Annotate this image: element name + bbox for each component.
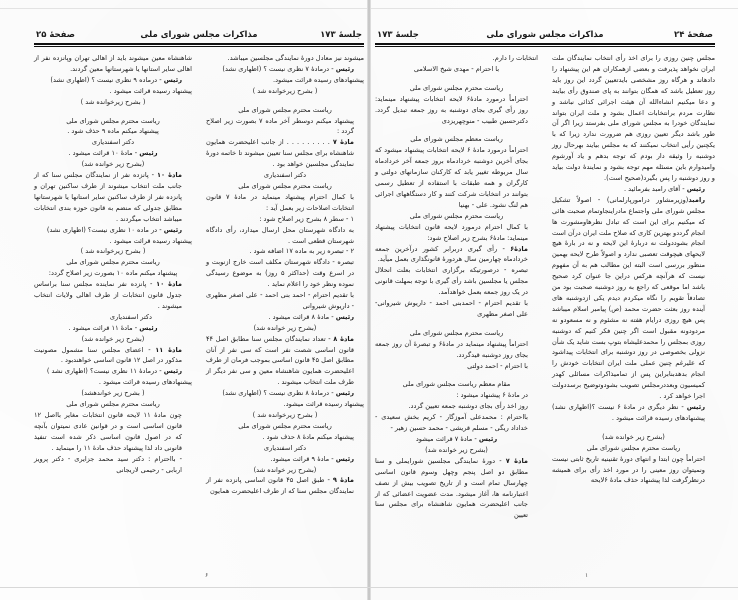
paragraph: ( بشرح زیرخوانده شد )	[80, 97, 146, 106]
text-columns	[375, 53, 715, 521]
paragraph-gap	[375, 75, 538, 83]
paragraph: مادهٔ ۸ - تعداد نمایندگان مجلس سنا مطابق اصل ۴۴ قانون اساسی شصت نفر است که سی نفر از آنان مطابق اصل ۴۵ قانون اساسی بموجب فرمان از طرف اعلیحضرت همایون شاهنشاه معین و سی نفر دیگر از طرف ملت انتخاب میشوند .	[206, 334, 354, 387]
session-number: جلسهٔ ۱۷۳	[377, 30, 419, 40]
paragraph: (بشرح زیر خوانده شد)	[602, 432, 665, 441]
page-number: جلسهٔ ۱۷۳	[320, 30, 362, 40]
page-bottom-edge	[0, 587, 738, 588]
paragraph: شاهنشاه معین میشوند باید از اهالی تهران وپانزده نفر از اهالی سایر استانها یا شهرستانها معین گردند.	[34, 54, 192, 73]
paragraph: با تقدیم احترام - احمد بنی احمد - علی اصغر مظهری - داریوش شیروانی	[206, 291, 354, 310]
paragraph: پیشنهادهای رسیده قرائت میشود.	[272, 75, 364, 84]
left-page	[34, 24, 364, 584]
paragraph: (بشرح زیر خوانده شد)	[253, 323, 317, 332]
footer-mark: ۱	[585, 572, 589, 579]
paragraph: ریاست محترم مجلس شورای ملی	[586, 443, 681, 452]
paragraph: میشوند نیز معادل دورهٔ نمایندگی مجلسین میباشد.	[227, 54, 364, 62]
paragraph: مادهٔ ۱۱ - اعضای مجلس سنا مشمول مصونیت مذکور در اصل ۱۲ قانون اساسی خواهندبود .	[34, 345, 183, 365]
paragraph: پیشنهاد رسیده قرائت میشود .	[109, 86, 192, 95]
book-spine	[367, 0, 371, 600]
paragraph: انتخابات را دارم.	[492, 54, 538, 62]
paragraph: با احترام - احمد دولتی	[467, 361, 528, 370]
header-rule-thin	[34, 46, 364, 47]
paragraph: بااحترام : محمدعلی آموزگار - کریم بخش سعیدی - خداداد ریگی - مسلم قریشی - محمد حسین زهیر -	[375, 413, 528, 433]
paragraph: به دادگاه شهرستان محل ارسال میدارد، رأی دادگاه شهرستان قطعی است .	[206, 225, 354, 245]
paragraph: ریاست محترم مجلس شورای ملی	[238, 421, 332, 430]
paragraph: رئیس - مادهٔ ۹ قرائت میشود.	[270, 454, 354, 463]
paragraph: ( بشرح زیرخوانده شد )	[252, 411, 318, 419]
paragraph: دکتر اسفندیاری	[109, 312, 152, 321]
paragraph-gap	[375, 371, 538, 379]
paragraph: رئیس - درمادهٔ ۱۱ نظری نیست؟ (اظهاری نشد )	[46, 367, 182, 376]
paragraph: (بشرح زیر خوانده شد)	[253, 465, 317, 474]
paragraph: رئیس - مادهٔ ۱۱ قرائت میشود .	[68, 323, 158, 332]
paragraph-gap	[552, 424, 715, 432]
paragraph: مادهٔ ۷ . . . . . . . . . از جانب اعلیحضرت همایون شاهنشاه برای مجلس سنا تعیین میشوند تا خاتمه دورهٔ نمایندگی مجلسین خواهد بود .	[206, 138, 354, 169]
paragraph: رئیس - نظر دیگری در مادهٔ ۶ نیست ؟(اظهاری نشد) پیشنهادهای رسیده قرائت میشود .	[552, 403, 705, 422]
journal-title: مذاکرات مجلس شورای ملی	[140, 30, 258, 40]
paragraph-gap	[375, 126, 538, 134]
header-rule	[34, 43, 364, 45]
paragraph: دکتر اسفندیاری	[263, 443, 307, 452]
page-header	[34, 24, 364, 40]
paragraph: ریاست محترم مجلس شورای ملی	[66, 116, 160, 125]
paragraph: مادهٔ ۱۰ - پانزده نفر نماینده مجلس سنا براساس جدول قانون انتخابات از طرف اهالی ولایات انتخاب میشوند .	[34, 280, 182, 310]
paragraph: ریاست محترم مجلس شورای ملی	[238, 105, 332, 114]
paragraph: ریاست محترم مجلس شورای ملی	[66, 258, 160, 267]
paragraph: با تقدیم احترام - احمدبنی احمد - داریوش شیروانی- علی اصغر مظهری	[375, 299, 528, 318]
paragraph: رئیس - آقای رامبد بفرمائید .	[623, 184, 705, 193]
paragraph: تبصره - دادگاه شهرستان مکلف است خارج ازنوبت و در اسرع وقت (حداکثر ۵ روز) به موضوع رسیدگی نموده ونظر خود را اعلام نماید .	[206, 258, 354, 289]
paragraph: ( بشرح زیرخوانده شد )	[252, 86, 318, 95]
text-columns	[34, 53, 364, 497]
paragraph: در مادهٔ ۶ پیشنهاد میشود :	[456, 391, 528, 400]
paragraph: احتراماً درمورد مادهٔ ۶ لایحه انتخابات پیشنهاد میشود که بجای آخرین دوشنبه خردادماه بروز جمعه آخر خردادماه سال مربوطه تغییر یابد که کارکنان سازمانهای دولتی و کارگران و همه طبقات با استفاده از تعطیل رسمی بتوانند در انتخابات شرکت کنند و کار دستگاههای اجرائی هم لنگ نشود. علی - بهنیا	[375, 146, 528, 209]
paragraph: پیشنهاد میکنم دوسطر آخر ماده ۷ بصورت زیر اصلاح گردد :	[206, 116, 355, 136]
paragraph: - بااحترام : دکتر سید محمد جزایری - دکتر پرویز اربابی - رحیمی لاریجانی	[34, 454, 182, 474]
paragraph: احتراماً درمورد مادهٔ۶ لایحه انتخابات پیشنهاد مینماید: روز رأی گیری بجای دوشنبه به روز جمعه تبدیل گردد. دکترحسین طبیب - منوچهریزدی	[375, 94, 529, 125]
paragraph: تبصره - درصورتیکه برگزاری انتخابات بعلت انحلال مجلس یا مجلسین باشد رأی گیری با توجه بمهلت قانونی در یک روز جمعه بعمل خواهدآمد.	[375, 266, 528, 297]
paragraph: رئیس - مادهٔ ۱۰ قرائت میشود .	[68, 149, 158, 158]
paragraph: رئیس - در ماده ۱۰ نظری نیست؟ (اظهاری نشد)	[46, 225, 182, 234]
paragraph: مقام معظم ریاست مجلس شورای ملی	[402, 380, 511, 389]
column-right	[552, 53, 715, 521]
paragraph: روز اخذ رأی بجای دوشنبه جمعه تعیین گردد.	[408, 402, 528, 411]
header-rule-thin	[375, 46, 715, 47]
paragraph-gap	[206, 97, 364, 105]
paragraph: رئیس - مادهٔ ۸ قرائت میشود .	[268, 312, 354, 321]
journal-title: مذاکرات مجلس شورای ملی	[486, 30, 604, 40]
page-number: صفحهٔ ۲۴	[674, 30, 713, 40]
paragraph: ریاست محترم مجلس شورای ملی	[238, 181, 332, 190]
paragraph: مادهٔ ۹ - طبق اصل ۴۵ قانون اساسی پانزده نفر از نمایندگان مجلس سنا که از طرف اعلیحضرت همایون	[206, 476, 354, 496]
paragraph: چون مادهٔ ۱۱ لایحه قانون انتخابات مغایر بااصل ۱۲ قانون اساسی است و در قوانین عادی نمیتوان بآنچه که در اصول قانون اساسی ذکر شده است تنفیذ قانونی داد لذا پیشنهاد حذف مادهٔ ۱۱ را مینماید .	[34, 411, 182, 452]
paragraph: مادهٔ۶ - رأی گیری دربرابر کشور درآخرین جمعه خردادماه چهارمین سال هردورهٔ قانونگذاری بعمل میآید.	[375, 244, 528, 264]
paragraph: ریاست محترم مجلس شورای ملی	[66, 400, 160, 409]
paragraph: پیشنهاد میکنم ماده ۹ حذف شود .	[67, 127, 159, 136]
paragraph: ریاست محترم مجلس شورای ملی	[409, 211, 504, 220]
paragraph: رئیس - درمادهٔ ۸ نظری نیست ؟ (اظهاری نشد)	[222, 389, 354, 398]
column-left	[375, 53, 538, 521]
paragraph: ( بشرح زیرخوانده شد )	[80, 247, 146, 256]
paragraph: ریاست محترم مجلس شورای ملی	[409, 83, 504, 92]
paragraph: ریاست محترم مجلس شورای ملی	[409, 328, 504, 337]
paragraph: (بشرح زیر خوانده شد)	[81, 334, 145, 343]
paragraph: (بشرح زیر خوانده شد)	[81, 160, 145, 169]
paragraph: احتراماً پیشنهاد مینماید در مادهٔ۶ و تبصرهٔ آن روز جمعه بجای روز دوشنبه قیدگردد.	[375, 339, 528, 359]
paragraph: پیشنهاد میکنم مادهٔ ۸ حذف شود .	[262, 432, 354, 441]
paragraph: ( بشرح زیر خواندهشد)	[81, 389, 145, 398]
paragraph: با احترام - مهدی شیخ الاسلامی	[413, 64, 500, 73]
paragraph: مادهٔ ۷ - دورهٔ نمایندگی مجلسین شورایملی و سنا مطابق دو اصل پنجم وچهل وسوم قانون اساسی چهارسال تمام است و از تاریخ تصویب بیش از نصف اعتبارنامه ها، آغاز میشود. مدت عضویت اعضائی که از جانب اعلیحضرت همایون شاهنشاه برای مجلس سنا تعیین	[375, 456, 529, 520]
paragraph: رامبد(وزیرمشاور درامورپارلمانی) - اصولاً تشکیل مجلس شورای ملی واجتماع مادراینجاوتمام صحبت هائی که میکنیم برای این است که تبادل نظرهاومشورت ها انجام گرددو بهترین کاری که صلاح ملت ایران درآن است انجام بشوددولت نه دربارهٔ این لایحه و نه در بارهٔ هیچ لایحهای هیچوقت تعصبی ندارد و اصولاً طرح لایحه بهمین منظور بررسی است البته این مطالب هم به آن مفهوم نیست که هرآنچه هرکس دراین جا عنوان کرد صحیح باشد اما موقعی که راجع به روز دوشنبه صحبت بود من تصادفاً تقویم را نگاه میکردم دیدم یکی ازدوشنبه های آینده روز بعثت حضرت محمد (ص) پیامبر اسلام میباشد پس هیچ روزی درایام هفته نه مشئوم و نه مسعودو نه مردودونه مقبول است اگر چنین فکر کنیم که دوشنبه روزی بمجلس را محمدعلیشاه بتوپ بست شاید یک شأن نزولی بخصوصی در روز دوشنبه برای انتخابات پیداشود که علیرغم چنین عملی ملت ایران انتخابات خودش را انجام بدهدبنابراین پس از تمامیذاکرات مسائلی کهدر کمیسیون وبعددرمجلس تصویب بشودوتوضیح برسددولت اجرا خواهد کرد .	[552, 195, 705, 401]
header-rule	[375, 43, 715, 45]
paragraph: پیشنهاد رسیده قرائت میشود.	[283, 400, 364, 409]
paragraph: پیشنهاد میکنم ماده ۱۰ بصورت زیر اصلاح گردد:	[48, 269, 178, 278]
paragraph: پیشنهاد رسیده قرائت میشود .	[109, 236, 192, 245]
footer-mark: ۶	[205, 572, 209, 579]
paragraph: ریاست معظم مجلس شورای ملی	[410, 135, 503, 144]
session-number: صفحهٔ ۲۵	[36, 30, 75, 40]
paragraph: (بشرح زیر خوانده شد)	[425, 445, 488, 454]
paragraph: با کمال احترام پیشنهاد مینماید در مادهٔ ۷ قانون انتخابات اصلاحات زیر بعمل آید :	[206, 192, 354, 212]
column-right	[206, 53, 364, 497]
paragraph: پیشنهادهای رسیده قرائت میشود .	[98, 378, 192, 387]
paragraph-gap	[375, 320, 538, 328]
column-left	[34, 53, 192, 497]
page-header	[375, 24, 715, 40]
paragraph: با کمال احترام درمورد لایحه قانون انتخابات پیشنهاد مینماید: مادهٔ۶ بشرح زیر اصلاح شود:	[375, 222, 528, 242]
paragraph: دکتر اسفندیاری	[263, 171, 307, 180]
paragraph-gap	[34, 108, 192, 116]
paragraph: رئیس - درمادهٔ ۷ نظری نیست ؟ (اظهاری نشد)	[222, 64, 354, 73]
paragraph: رئیس - درماده ۹ نظری نیست ؟ (اظهاری نشد)	[50, 75, 182, 84]
paragraph: ۱ - سطر ۸ بشرح زیر اصلاح شود :	[259, 214, 354, 223]
paragraph: مادهٔ ۱۰ - پانزده نفر از نمایندگان مجلس سنا که از جانب ملت انتخاب میشوند از طرف ساکنین تهران و پانزده نفر از طرف ساکنین سایر استانها یا شهرستانها مطابق جدولی که منضم به قانون حوزه بندی انتخابات میباشد انتخاب میگردند .	[34, 171, 182, 223]
paragraph: ۲ - تبصره زیر به ماده ۱۷ اضافه شود .	[249, 247, 354, 256]
paragraph: احتراماً چون ابتدا و انتهای دورهٔ تقنینیه تاریخ ثابتی نیست ونمیتوان روز معینی را در مورد اخذ رأی برای همیشه درنظرگرفت لذا پیشنهاد حذف مادهٔ ۶لایحه	[552, 454, 705, 485]
paragraph: مجلس چنین روزی را برای اخذ رأی انتخاب نمایندگان ملت ایران نخواهد پذیرفت و بعضی ازهمکاران هم این پیشنهاد را دادهاند و هرگاه روز مشخصی بایدتعیین گردد این روز باید روز تعطیل باشد که همگان بتوانند به پای صندوق رأی بیایند و دعا میکنیم انشاءالله آن هیئت اجرائی کذائی نباشد و نظارت مردم برانتخابات اعمال بشود و ملت ایران بتواند نمایندگان خودرا به مجلس شورای ملی بفرستد زیرا اگر آن طور باشد دیگر تعیین روزی هم ضرورت ندارد زیرا که با یکچنین رأیی انتخاب نمیکنند که به مجلس بیایند بهرحال روز دوشنبه را وثیقه دار بودم که توجه بدهم و یاد آورشوم وامیدوارم باین مسئله مهم توجه بشود و نمایندهٔ دولت بیاید و روز دوشنبه را پس بگیرد(صحیح است).	[552, 54, 715, 182]
paragraph: رئیس - مادهٔ ۷ قرائت میشود	[415, 435, 498, 443]
right-page	[375, 24, 715, 584]
paragraph: دکتر اسفندیاری	[91, 138, 135, 147]
